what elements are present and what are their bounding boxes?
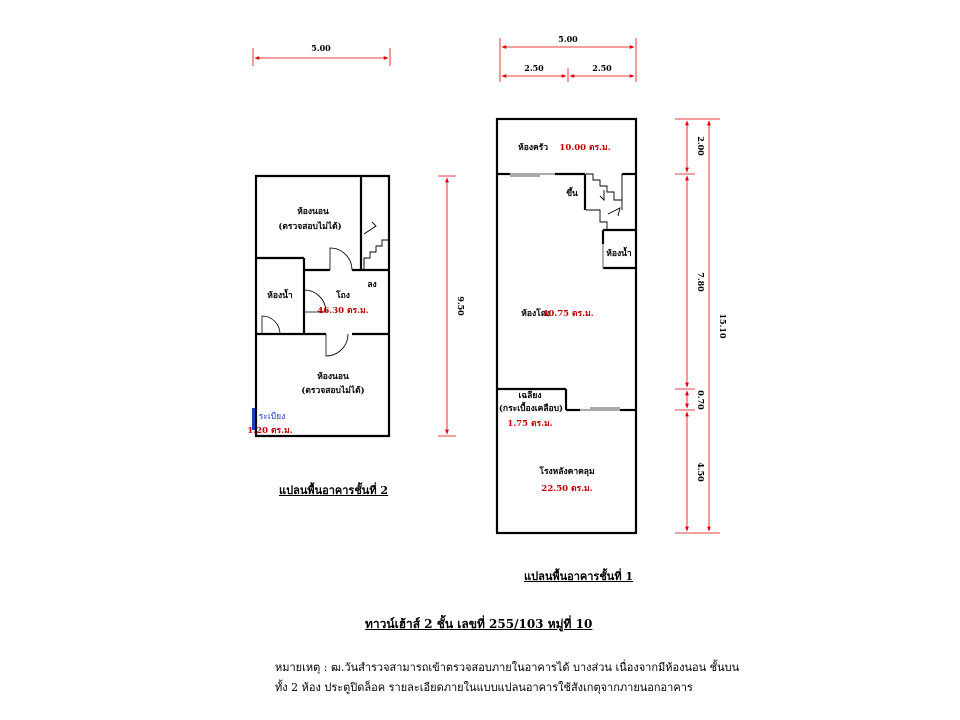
floor1-porch-area: 1.75 ตร.ม. — [507, 419, 553, 429]
floor2-width-label: 5.00 — [311, 43, 331, 53]
floor2-caption: แปลนพื้นอาคารชั้นที่ 2 — [279, 484, 389, 497]
floor2-balcony-area: 1.20 ตร.ม. — [247, 426, 293, 436]
floor1-stairs — [586, 174, 622, 230]
floor1-porch-label: เฉลียง — [518, 391, 542, 401]
floor2-bathroom-label: ห้องน้ำ — [267, 291, 293, 301]
floor1-carport-label: โรงหลังคาคลุม — [539, 467, 595, 477]
floor2-bedroom-bottom-label: ห้องนอน — [317, 372, 349, 382]
floor2-depth-dimension — [438, 176, 466, 436]
floor1-width-dimension — [500, 34, 636, 82]
floor1-half-right-label: 2.50 — [592, 63, 612, 73]
floor1-half-left-label: 2.50 — [524, 63, 544, 73]
floor1-hall-depth-label: 7.80 — [696, 272, 706, 292]
floor2-width-dimension — [253, 43, 390, 66]
floor2-balcony-label: ระเบียง — [258, 412, 286, 422]
floor2-plan — [247, 43, 466, 436]
floor2-bedroom-bottom-note: (ตรวจสอบไม่ได้) — [301, 386, 365, 396]
floor1-openings — [510, 174, 622, 410]
floor1-hall-label: ห้องโถง — [521, 309, 550, 319]
note-line-1: หมายเหตุ : ฒ.วันสำรวจสามารถเข้าตรวจสอบภายในอาคารได้ บางส่วน เนื่องจากมีห้องนอน ชั้นบน — [275, 661, 740, 674]
floor2-stairs — [364, 222, 388, 270]
floor1-porch-note: (กระเบื้องเคลือบ) — [498, 404, 564, 414]
floor1-width-label: 5.00 — [558, 34, 578, 44]
floor1-plan — [497, 34, 728, 533]
floor2-hall-label: โถง — [336, 291, 350, 301]
floor2-bedroom-top-note: (ตรวจสอบไม่ได้) — [278, 222, 342, 232]
floor1-stair-up-label: ขึ้น — [566, 189, 578, 199]
note-line-2: ทั้ง 2 ห้อง ประตูปิดล็อค รายละเอียดภายในแบบแปลนอาคารใช้สังเกตุจากภายนอกอาคาร — [275, 681, 693, 694]
floor1-carport-area: 22.50 ตร.ม. — [541, 484, 593, 494]
floor1-yard-depth-label: 4.50 — [696, 462, 706, 482]
floor1-kitchen-area: 10.00 ตร.ม. — [559, 143, 611, 153]
floor1-bathroom-label: ห้องน้ำ — [606, 249, 632, 259]
floor1-total-depth-label: 15.10 — [718, 313, 728, 339]
floor2-doors — [262, 248, 352, 356]
floor2-depth-label: 9.50 — [456, 296, 466, 316]
floor2-stair-down-label: ลง — [367, 280, 377, 290]
floor2-bedroom-top-label: ห้องนอน — [297, 207, 329, 217]
floor1-porch-depth-label: 0.70 — [696, 390, 706, 410]
floor1-caption: แปลนพื้นอาคารชั้นที่ 1 — [524, 570, 634, 583]
floor1-kitchen-label: ห้องครัว — [518, 143, 548, 153]
floor1-hall-area: 40.75 ตร.ม. — [542, 309, 594, 319]
floor1-kitchen-depth-label: 2.00 — [696, 136, 706, 156]
floor2-hall-area: 46.30 ตร.ม. — [317, 306, 369, 316]
page-title: ทาวน์เฮ้าส์ 2 ชั้น เลขที่ 255/103 หมู่ที่ 10 — [365, 617, 593, 631]
